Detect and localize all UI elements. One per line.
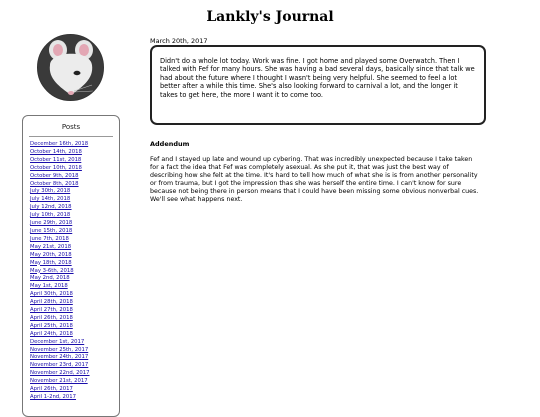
post-link[interactable]: October 14th, 2018	[30, 148, 82, 155]
post-link[interactable]: June 15th, 2018	[30, 227, 73, 234]
post-link[interactable]: July 12nd, 2018	[30, 204, 72, 211]
posts-title: Posts	[61, 123, 81, 131]
post-link[interactable]: May 21st, 2018	[30, 243, 72, 250]
post-link[interactable]: November 22nd, 2017	[30, 370, 90, 377]
post-link[interactable]: November 24th, 2017	[30, 354, 89, 361]
post-link[interactable]: May 18th, 2018	[30, 259, 72, 266]
post-link[interactable]: December 16th, 2018	[30, 141, 89, 147]
post-link[interactable]: May 2nd, 2018	[30, 275, 70, 282]
post-link[interactable]: December 1st, 2017	[30, 338, 85, 345]
post-link[interactable]: November 21st, 2017	[30, 378, 88, 385]
post-link[interactable]: April 25th, 2018	[30, 322, 73, 329]
site-title: Lankly's Journal	[206, 9, 334, 25]
post-link[interactable]: October 9th, 2018	[30, 172, 79, 179]
post-link[interactable]: April 26th, 2017	[30, 386, 73, 393]
post-link[interactable]: October 10th, 2018	[30, 164, 82, 171]
post-link[interactable]: April 1-2nd, 2017	[30, 394, 77, 400]
posts-sidebar	[22, 115, 120, 417]
post-link[interactable]: May 1st, 2018	[30, 283, 68, 290]
post-link[interactable]: October 8th, 2018	[30, 180, 79, 187]
post-link[interactable]: June 29th, 2018	[30, 220, 73, 227]
post-link[interactable]: July 30th, 2018	[30, 188, 71, 195]
entry-body: Didn't do a whole lot today. Work was fine. I got home and played some Overwatch. Then I talked with Fef for many hours. She was having a bad several days, basically since that talk we had about the future where I thought I wasn't being very helpful. She seemed to feel a lot better after a while this time. She's also looking forward to carnival a lot, and the longer it takes to get here, the more I want it to come too.	[160, 57, 475, 99]
posts-list	[23, 141, 119, 402]
entry-date: March 20th, 2017	[150, 37, 208, 45]
rat-icon	[38, 35, 103, 100]
post-link[interactable]: October 11st, 2018	[30, 156, 82, 163]
post-link[interactable]: April 24th, 2018	[30, 330, 73, 337]
avatar	[37, 34, 104, 101]
post-link[interactable]: April 28th, 2018	[30, 299, 73, 306]
addendum-body: Fef and I stayed up late and wound up cybering. That was incredibly unexpected because I take taken for a fact the idea that Fef was completely asexual. As she put it, that was just the best way of describing how she felt at the time. It's hard to tell how much of what she is is from another personality or from trauma, but I got the impression thas she was herself the entire time. I can't know for sure because not being there in person means that I could have been missing some obvious nonverbal cues. We'll see what happens next.	[150, 156, 479, 203]
addendum-title: Addendum	[150, 140, 190, 148]
posts-divider	[29, 136, 113, 137]
post-link[interactable]: July 14th, 2018	[30, 196, 71, 203]
post-link[interactable]: May 3-6th, 2018	[30, 267, 74, 274]
post-link[interactable]: July 10th, 2018	[30, 212, 71, 219]
post-link[interactable]: May 20th, 2018	[30, 251, 72, 258]
entry-card	[150, 45, 486, 125]
post-link[interactable]: November 25th, 2017	[30, 346, 89, 353]
post-link[interactable]: April 27th, 2018	[30, 307, 73, 314]
post-link[interactable]: April 26th, 2018	[30, 314, 73, 321]
post-link[interactable]: June 7th, 2018	[30, 235, 69, 242]
post-link[interactable]: April 30th, 2018	[30, 291, 73, 298]
post-link[interactable]: November 23rd, 2017	[30, 362, 89, 369]
